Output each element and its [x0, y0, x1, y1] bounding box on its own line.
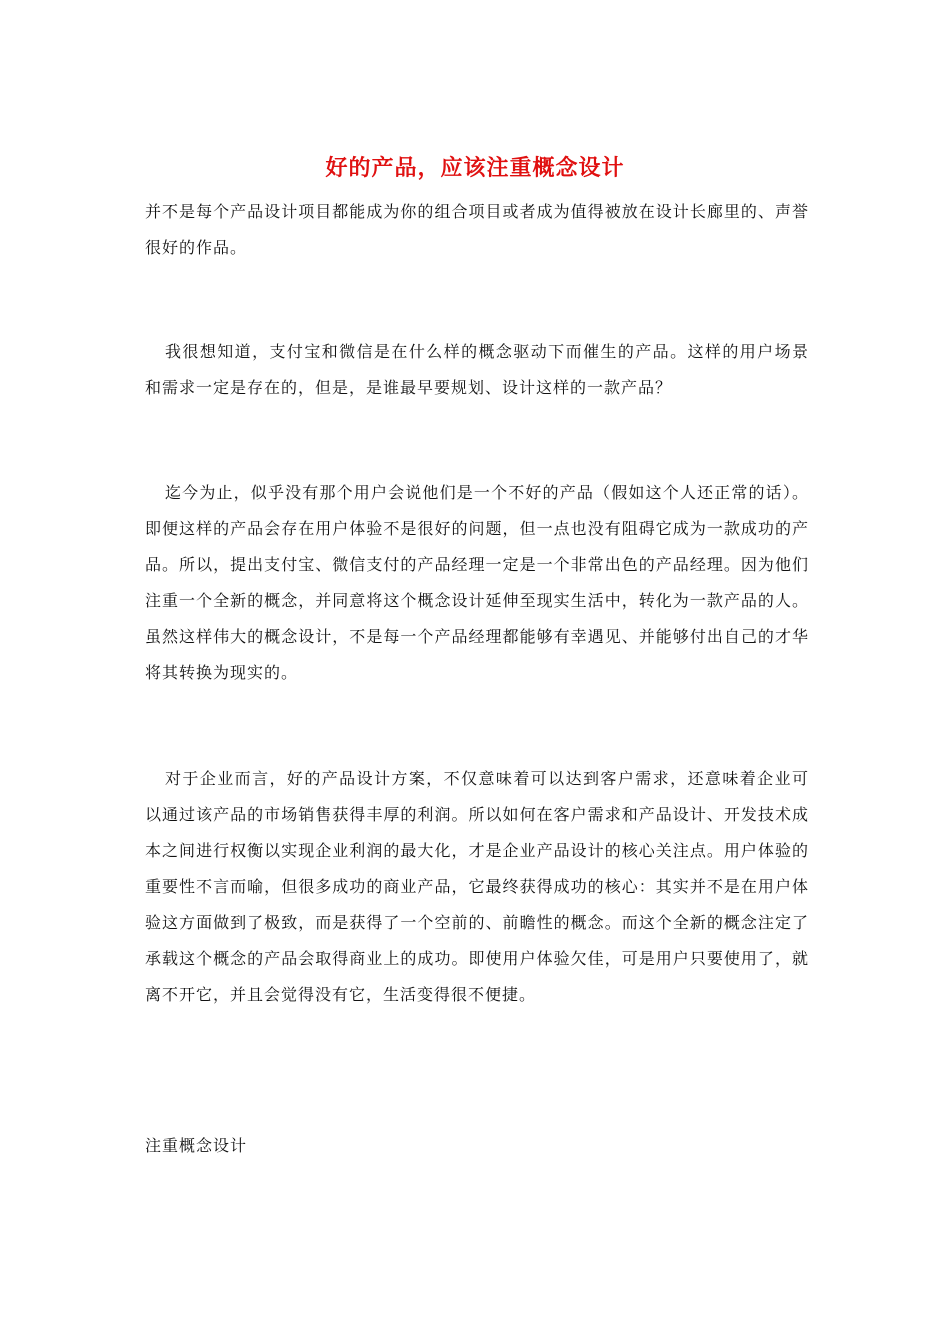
- document-title: 好的产品，应该注重概念设计: [325, 155, 625, 181]
- paragraph-intro: 并不是每个产品设计项目都能成为你的组合项目或者成为值得被放在设计长廊里的、声誉很好的作品。: [145, 202, 809, 257]
- paragraph-product-manager: 迄今为止，似乎没有那个用户会说他们是一个不好的产品（假如这个人还正常的话）。即便这样的产品会存在用户体验不是很好的问题，但一点也没有阻碍它成为一款成功的产品。所以，提出支付宝、微信支付的产品经理一定是一个非常出色的产品经理。因为他们注重一个全新的概念，并同意将这个概念设计延伸至现实生活中，转化为一款产品的人。虽然这样伟大的概念设计，不是每一个产品经理都能够有幸遇见、并能够付出自己的才华将其转换为现实的。: [145, 483, 809, 682]
- paragraph-question: 我很想知道，支付宝和微信是在什么样的概念驱动下而催生的产品。这样的用户场景和需求一定是存在的，但是，是谁最早要规划、设计这样的一款产品？: [145, 342, 809, 397]
- section-heading: 注重概念设计: [145, 1136, 248, 1155]
- paragraph-enterprise: 对于企业而言，好的产品设计方案，不仅意味着可以达到客户需求，还意味着企业可以通过该产品的市场销售获得丰厚的利润。所以如何在客户需求和产品设计、开发技术成本之间进行权衡以实现企业利润的最大化，才是企业产品设计的核心关注点。用户体验的重要性不言而喻，但很多成功的商业产品，它最终获得成功的核心：其实并不是在用户体验这方面做到了极致，而是获得了一个空前的、前瞻性的概念。而这个全新的概念注定了承载这个概念的产品会取得商业上的成功。即使用户体验欠佳，可是用户只要使用了，就离不开它，并且会觉得没有它，生活变得很不便捷。: [145, 769, 809, 1004]
